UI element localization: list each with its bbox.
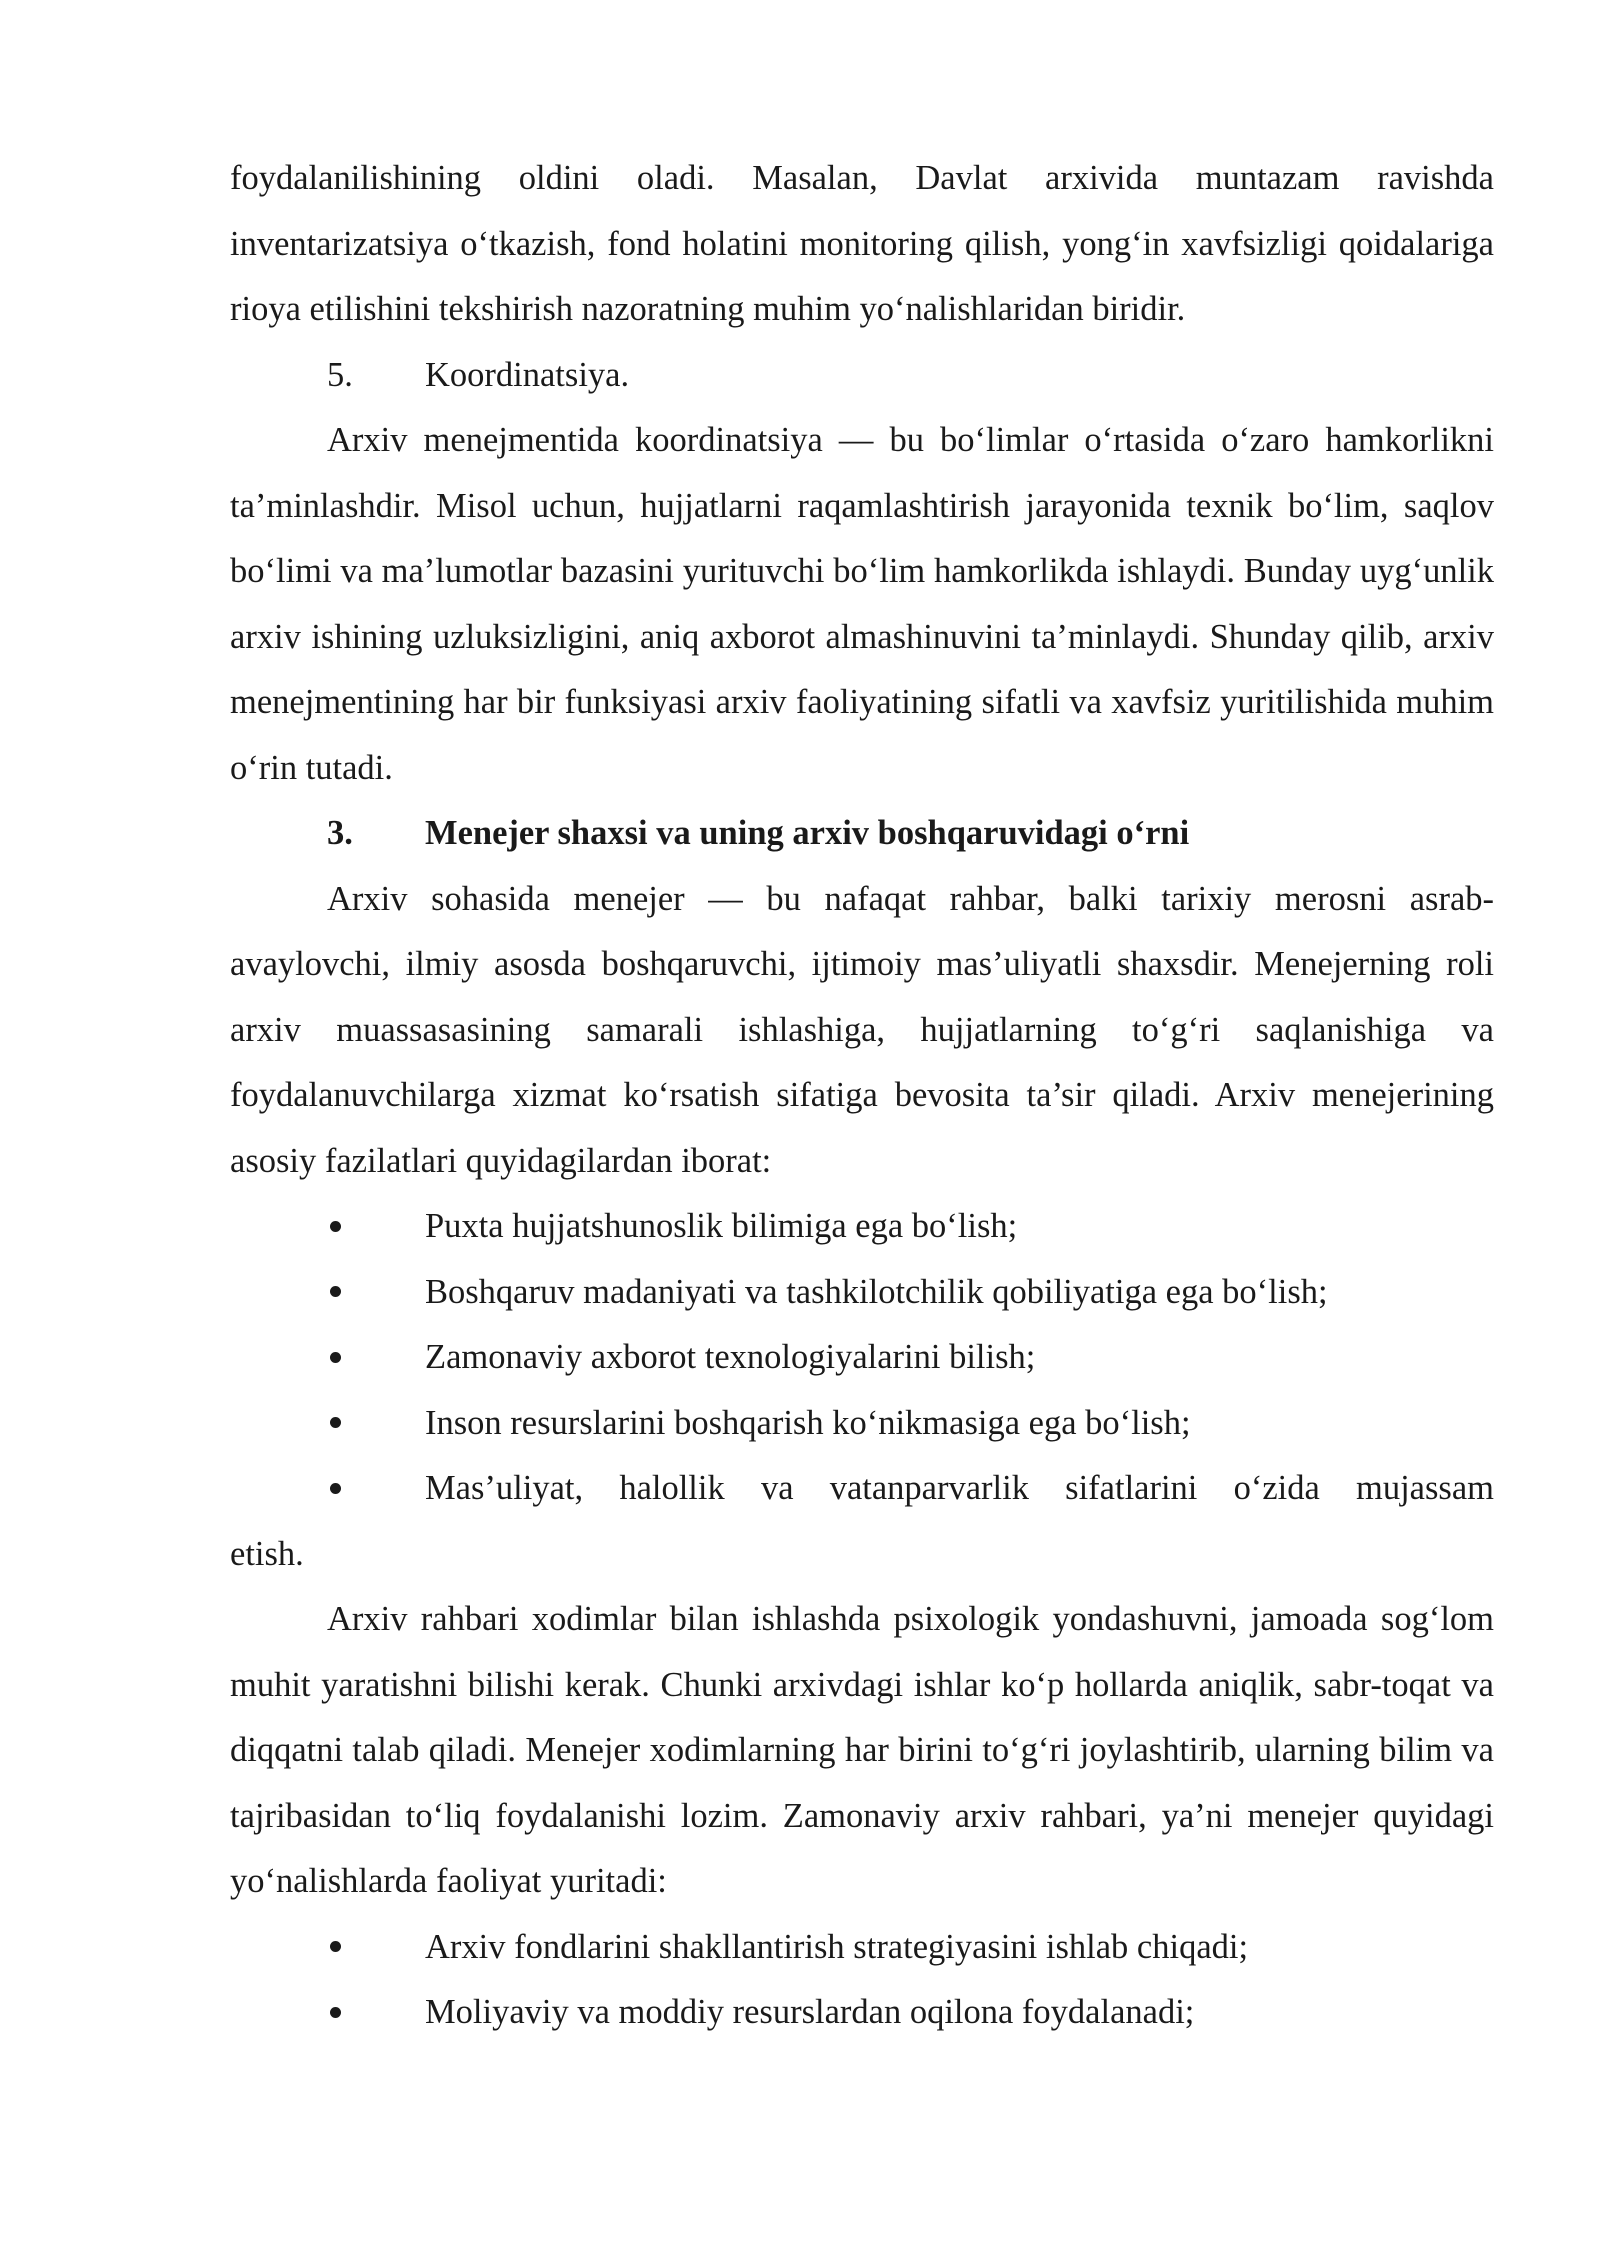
bullet-list-qualities [230, 1194, 1494, 1522]
paragraph-manager-duties: Arxiv rahbari xodimlar bilan ishlashda psixologik yondashuvni, jamoada sog‘lom muhit yaratishni bilishi kerak. Chunki arxivdagi ishlar ko‘p hollarda aniqlik, sabr-toqat va diqqatni talab qiladi. Menejer xodimlarning har birini to‘g‘ri joylashtirib, ularning bilim va tajribasidan to‘liq foydalanishi lozim. Zamonaviy arxiv rahbari, ya’ni menejer quyidagi yo‘nalishlarda faoliyat yuritadi: [230, 1600, 1494, 1900]
bullet-icon [327, 1980, 425, 2046]
list-item-text: Boshqaruv madaniyati va tashkilotchilik qobiliyatiga ega bo‘lish; [425, 1272, 1328, 1311]
bullet-list-directions [230, 1915, 1494, 2046]
heading-text: Menejer shaxsi va uning arxiv boshqaruvidagi o‘rni [425, 814, 1190, 852]
list-item-text: Mas’uliyat, halollik va vatanparvarlik sifatlarini o‘zida mujassam [425, 1469, 1494, 1507]
list-item-continuation: etish. [230, 1534, 304, 1573]
list-item [230, 1980, 1494, 2046]
bullet-icon [327, 1391, 425, 1457]
item-text: Koordinatsiya. [425, 355, 630, 394]
list-item-text: Inson resurslarini boshqarish ko‘nikmasiga ega bo‘lish; [425, 1403, 1191, 1442]
list-item [230, 1456, 1494, 1522]
list-item [230, 1325, 1494, 1391]
heading-number: 3. [327, 814, 353, 852]
list-item [230, 1915, 1494, 1981]
item-number: 5. [327, 355, 353, 394]
paragraph-coordination: Arxiv menejmentida koordinatsiya — bu bo‘limlar o‘rtasida o‘zaro hamkorlikni ta’minlashdir. Misol uchun, hujjatlarni raqamlashtirish jarayonida texnik bo‘lim, saqlov bo‘limi va ma’lumotlar bazasini yurituvchi bo‘lim hamkorlikda ishlaydi. Bunday uyg‘unlik arxiv ishining uzluksizligini, aniq axborot almashinuvini ta’minlaydi. Shunday qilib, arxiv menejmentining har bir funksiyasi arxiv faoliyatining sifatli va xavfsiz yuritilishida muhim o‘rin tutadi. [230, 421, 1494, 787]
list-item-coordination [230, 343, 1494, 409]
bullet-icon [327, 1456, 425, 1522]
bullet-icon [327, 1260, 425, 1326]
list-item-text: Arxiv fondlarini shakllantirish strategiyasini ishlab chiqadi; [425, 1927, 1249, 1966]
list-item [230, 1194, 1494, 1260]
paragraph-control-continued: foydalanilishining oldini oladi. Masalan, Davlat arxivida muntazam ravishda inventarizatsiya o‘tkazish, fond holatini monitoring qilish, yong‘in xavfsizligi qoidalariga rioya etilishini tekshirish nazoratning muhim yo‘nalishlaridan biridir. [230, 159, 1494, 328]
list-item-text: Zamonaviy axborot texnologiyalarini bilish; [425, 1338, 1036, 1376]
document-page [230, 146, 1494, 2046]
list-item-text: Moliyaviy va moddiy resurslardan oqilona foydalanadi; [425, 1993, 1195, 2031]
bullet-icon [327, 1194, 425, 1260]
list-item [230, 1260, 1494, 1326]
list-item [230, 1391, 1494, 1457]
list-item-text: Puxta hujjatshunoslik bilimiga ega bo‘lish; [425, 1207, 1018, 1245]
bullet-icon [327, 1915, 425, 1981]
bullet-icon [327, 1325, 425, 1391]
section-heading [230, 801, 1494, 867]
paragraph-manager-role: Arxiv sohasida menejer — bu nafaqat rahbar, balki tarixiy merosni asrab-avaylovchi, ilmiy asosda boshqaruvchi, ijtimoiy mas’uliyatli shaxsdir. Menejerning roli arxiv muassasasining samarali ishlashiga, hujjatlarning to‘g‘ri saqlanishiga va foydalanuvchilarga xizmat ko‘rsatish sifatiga bevosita ta’sir qiladi. Arxiv menejerining asosiy fazilatlari quyidagilardan iborat: [230, 879, 1494, 1180]
